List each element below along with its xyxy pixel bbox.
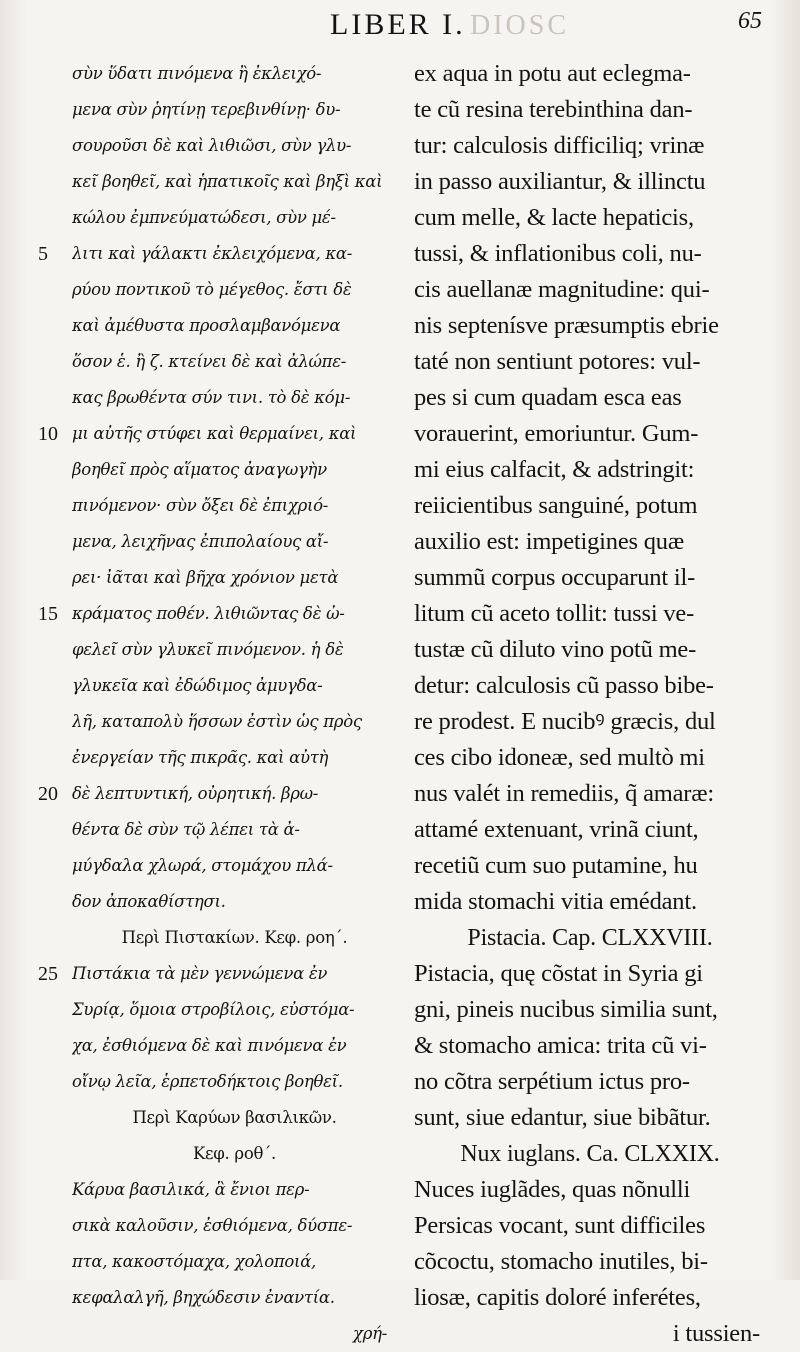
- greek-line: μενα σὺν ῥητίνῃ τερεβινθίνῃ· δυ-: [72, 100, 341, 119]
- latin-line: te cũ resina terebinthina dan-: [414, 96, 693, 123]
- latin-line: mida stomachi vitia emédant.: [414, 888, 697, 915]
- latin-line: tustæ cũ diluto vino potũ me-: [414, 636, 697, 663]
- greek-line: φελεῖ σὺν γλυκεῖ πινόμενον. ἡ δὲ: [72, 640, 344, 659]
- latin-line-heading: Nux iuglans. Ca. CLXXIX.: [460, 1141, 720, 1167]
- latin-line: sunt, siue edantur, siue bibãtur.: [414, 1104, 711, 1131]
- show-through-text: DIOSC: [470, 10, 570, 41]
- greek-line: σὺν ὕδατι πινόμενα ἢ ἐκλειχό-: [72, 64, 322, 83]
- greek-line-heading: Περὶ Καρύων βασιλικῶν.: [132, 1108, 337, 1127]
- latin-line: gni, pineis nucibus similia sunt,: [414, 996, 718, 1023]
- latin-line: Persicas vocant, sunt difficiles: [414, 1212, 706, 1239]
- margin-line-number: 10: [38, 423, 58, 445]
- greek-line: Πιστάκια τὰ μὲν γεννώμενα ἐν: [72, 964, 328, 983]
- latin-line: tussi, & inflationibus coli, nu-: [414, 240, 702, 267]
- greek-line: κεφαλαλγῆ, βηχώδεσιν ἐναντία.: [72, 1288, 335, 1307]
- greek-line: κεῖ βοηθεῖ, καὶ ἡπατικοῖς καὶ βηξὶ καὶ: [72, 172, 383, 191]
- latin-line: litum cũ aceto tollit: tussi ve-: [414, 600, 695, 627]
- latin-line: Pistacia, quę cõstat in Syria gi: [414, 960, 703, 987]
- greek-line: πτα, κακοστόμαχα, χολοποιά,: [72, 1252, 317, 1271]
- latin-line-heading: Pistacia. Cap. CLXXVIII.: [467, 925, 713, 951]
- page-number: 65: [738, 8, 762, 34]
- greek-line: λῆ, καταπολὺ ἥσσων ἐστὶν ὡς πρὸς: [72, 712, 362, 731]
- greek-line: γλυκεῖα καὶ ἐδώδιμος ἀμυγδα-: [72, 676, 323, 695]
- greek-line-heading: Κεφ. ροθ΄.: [193, 1144, 276, 1163]
- latin-line: in passo auxiliantur, & illinctu: [414, 168, 706, 195]
- latin-line: cõcoctu, stomacho inutiles, bi-: [414, 1248, 708, 1275]
- margin-line-number: 25: [38, 963, 58, 985]
- greek-line: θέντα δὲ σὺν τῷ λέπει τὰ ἀ-: [72, 820, 300, 839]
- latin-line: attamé extenuant, vrinã ciunt,: [414, 816, 699, 843]
- greek-line: κας βρωθέντα σύν τινι. τὸ δὲ κόμ-: [72, 388, 351, 407]
- greek-line: χρή-: [353, 1324, 387, 1343]
- margin-line-number: 15: [38, 603, 58, 625]
- latin-line: Nuces iuglãdes, quas nõnulli: [414, 1176, 691, 1203]
- greek-line: μενα, λειχῆνας ἐπιπολαίους αἴ-: [72, 532, 329, 551]
- greek-line: πινόμενον· σὺν ὄξει δὲ ἐπιχριό-: [72, 496, 329, 515]
- latin-line: reiicientibus sanguiné, potum: [414, 492, 698, 519]
- greek-line: δὲ λεπτυντική, οὐρητική. βρω-: [72, 784, 319, 803]
- latin-line: summũ corpus occuparunt il-: [414, 564, 696, 591]
- greek-line: μύγδαλα χλωρά, στομάχου πλά-: [72, 856, 333, 875]
- greek-text-column: [72, 56, 397, 1352]
- greek-line: λιτι καὶ γάλακτι ἐκλειχόμενα, κα-: [72, 244, 352, 263]
- latin-line: vorauerint, emoriuntur. Gum-: [414, 420, 699, 447]
- latin-line: re prodest. E nucibꝰ græcis, dul: [414, 708, 716, 735]
- latin-line: auxilio est: impetigines quæ: [414, 528, 685, 555]
- latin-line: cis auellanæ magnitudine: qui-: [414, 276, 710, 303]
- greek-line: ὅσον ἑ. ἢ ζ. κτείνει δὲ καὶ ἀλώπε-: [72, 352, 347, 371]
- greek-line-heading: Περὶ Πιστακίων. Κεφ. ροη΄.: [121, 928, 348, 947]
- greek-line: βοηθεῖ πρὸς αἵματος ἀναγωγὴν: [72, 460, 327, 479]
- greek-line: κράματος ποθέν. λιθιῶντας δὲ ὠ-: [72, 604, 345, 623]
- greek-line: καὶ ἀμέθυστα προσλαμβανόμενα: [72, 316, 341, 335]
- running-head: LIBER I.: [330, 8, 466, 41]
- latin-line: nis septenísve præsumptis ebrie: [414, 312, 719, 339]
- greek-line: μι αὐτῆς στύφει καὶ θερμαίνει, καὶ: [72, 424, 357, 443]
- greek-line: σικὰ καλοῦσιν, ἐσθιόμενα, δύσπε-: [72, 1216, 353, 1235]
- latin-line: mi eius calfacit, & adstringit:: [414, 456, 695, 483]
- greek-line: Κάρυα βασιλικά, ἃ ἔνιοι περ-: [72, 1180, 310, 1199]
- latin-line: cum melle, & lacte hepaticis,: [414, 204, 694, 231]
- latin-line: no cõtra serpétium ictus pro-: [414, 1068, 690, 1095]
- greek-line: δον ἀποκαθίστησι.: [72, 892, 226, 911]
- latin-line: ex aqua in potu aut eclegma-: [414, 60, 691, 87]
- greek-line: ρει· ἰᾶται καὶ βῆχα χρόνιον μετὰ: [72, 568, 339, 587]
- greek-line: οἴνῳ λεῖα, ἑρπετοδήκτοις βοηθεῖ.: [72, 1072, 343, 1091]
- greek-line: κώλου ἐμπνεύματώδεσι, σὺν μέ-: [72, 208, 336, 227]
- latin-text-column: [414, 56, 766, 1352]
- latin-line: nus valét in remediis, q̃ amaræ:: [414, 780, 714, 807]
- latin-line: recetiũ cum suo putamine, hu: [414, 852, 698, 879]
- latin-line: liosæ, capitis doloré inferétes,: [414, 1284, 701, 1311]
- greek-line: Συρίᾳ, ὅμοια στροβίλοις, εὐστόμα-: [72, 1000, 355, 1019]
- latin-line: taté non sentiunt potores: vul-: [414, 348, 701, 375]
- latin-line: & stomacho amica: trita cũ vi-: [414, 1032, 707, 1059]
- margin-line-number: 5: [38, 243, 48, 265]
- greek-line: ρύου ποντικοῦ τὸ μέγεθος. ἔστι δὲ: [72, 280, 352, 299]
- latin-line: detur: calculosis cũ passo bibe-: [414, 672, 714, 699]
- latin-line: tur: calculosis difficiliq; vrinæ: [414, 132, 705, 159]
- latin-line: pes si cum quadam esca eas: [414, 384, 682, 411]
- margin-line-number: 20: [38, 783, 58, 805]
- latin-line: i tussien-: [672, 1320, 760, 1347]
- greek-line: σουροῦσι δὲ καὶ λιθιῶσι, σὺν γλυ-: [72, 136, 352, 155]
- greek-line: ἐνεργείαν τῆς πικρᾶς. καὶ αὐτὴ: [72, 748, 329, 767]
- latin-line: ces cibo idoneæ, sed multò mi: [414, 744, 705, 771]
- greek-line: χα, ἐσθιόμενα δὲ καὶ πινόμενα ἐν: [72, 1036, 347, 1055]
